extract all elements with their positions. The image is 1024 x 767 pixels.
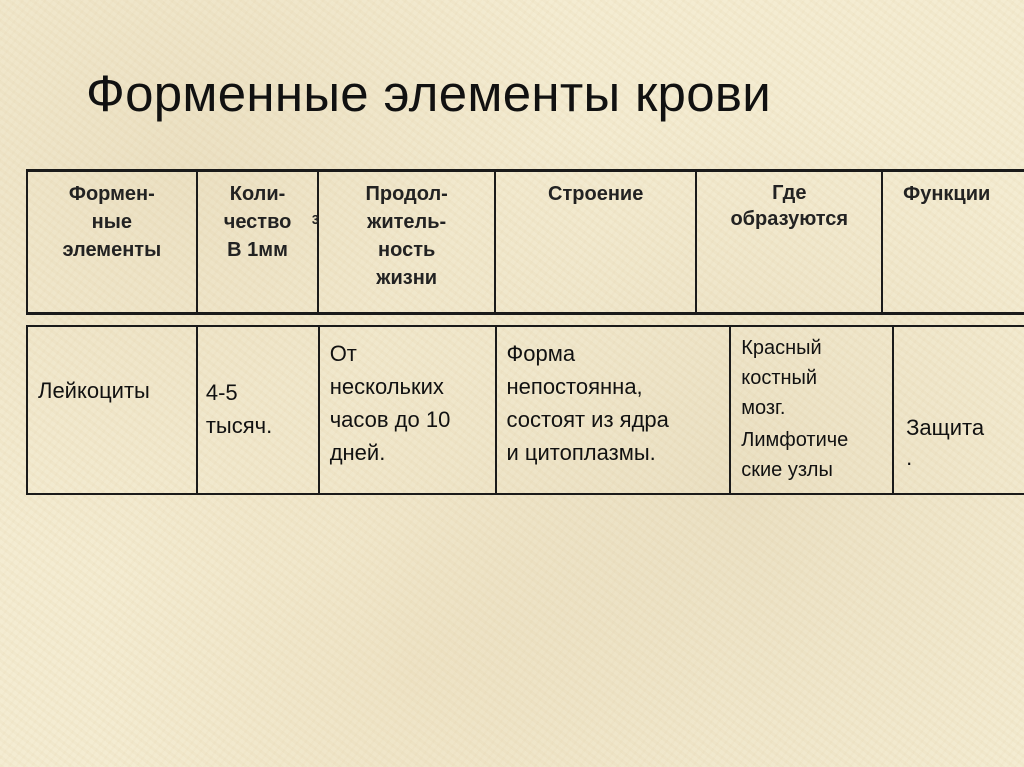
header-cell-origin: Где образуются (696, 171, 882, 314)
header-cell-elements: Формен- ные элементы (27, 171, 197, 314)
slide-title: Форменные элементы крови (86, 65, 772, 122)
cell-lifespan: От нескольких часов до 10 дней. (319, 326, 496, 494)
cell-count: 4-5 тысяч. (197, 326, 319, 494)
cell-structure: Форма непостоянна, состоят из ядра и цитоплазмы. (496, 326, 731, 494)
cell-origin (730, 326, 893, 494)
table-row (27, 326, 1024, 494)
origin-bone-marrow: Красный костный мозг. (741, 337, 822, 419)
data-table (26, 325, 1024, 495)
header-row (27, 171, 1024, 314)
header-cell-lifespan: Продол- житель- ность жизни (318, 171, 495, 314)
header-count-text: Коли- чество В 1мм (223, 183, 292, 261)
cell-element-name: Лейкоциты (27, 326, 197, 494)
header-cell-functions: Функции (882, 171, 1024, 314)
header-cell-structure: Строение (495, 171, 697, 314)
origin-lymph-nodes: Лимфотиче ские узлы (741, 429, 849, 481)
header-count-superscript: 3 (311, 212, 320, 227)
header-table (26, 169, 1024, 315)
header-cell-count (197, 171, 319, 314)
cell-function: Защита . (893, 326, 1024, 494)
